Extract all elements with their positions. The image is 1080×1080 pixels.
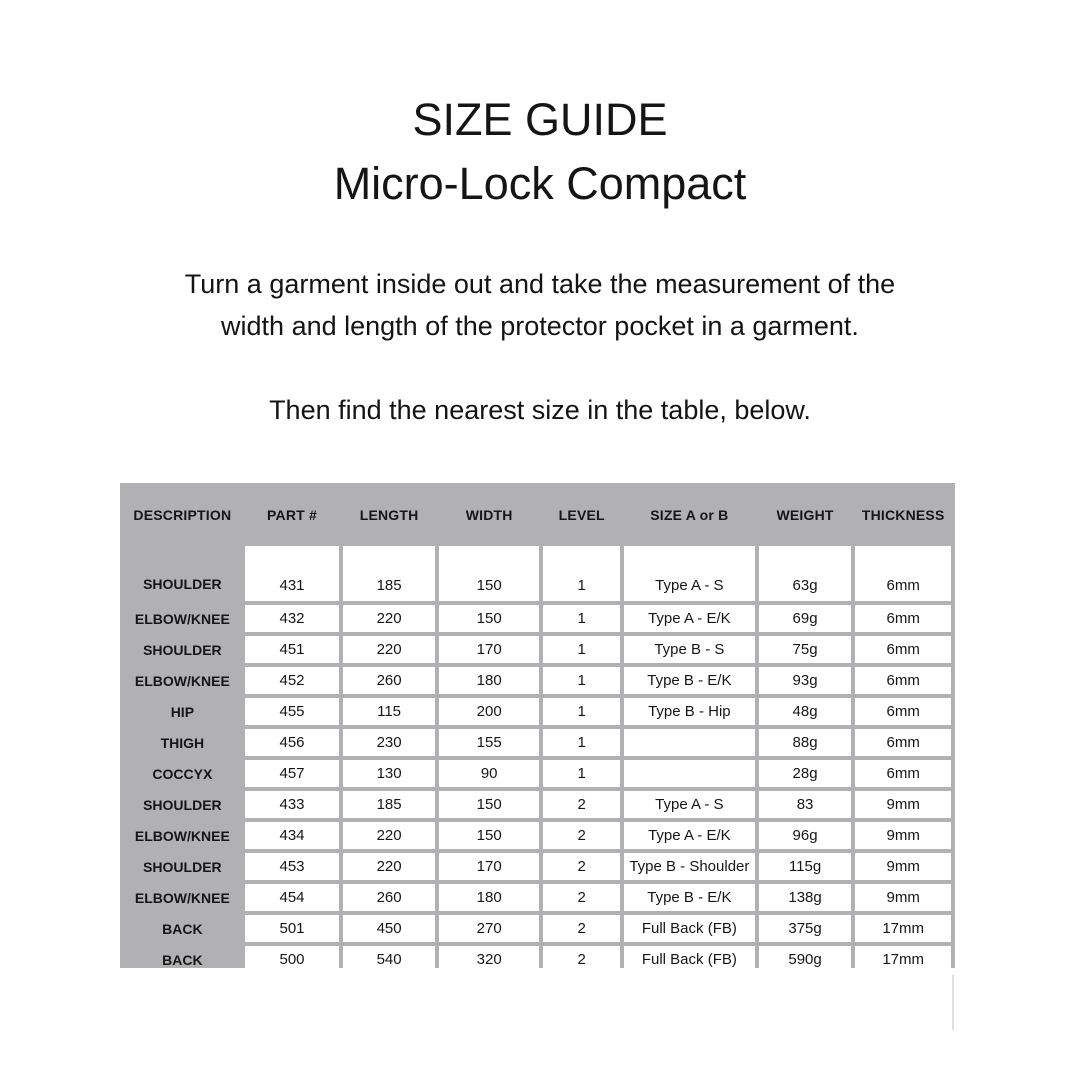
cell-width: 320 (439, 946, 540, 973)
cell-width: 150 (439, 822, 540, 849)
instruction-find-size: Then find the nearest size in the table, below. (269, 395, 811, 425)
table-row (124, 822, 951, 849)
cell-length: 260 (343, 667, 435, 694)
table-row (124, 915, 951, 942)
column-header-level: LEVEL (558, 506, 605, 523)
table-row (124, 946, 951, 973)
cell-width: 150 (439, 605, 540, 632)
cell-part: 501 (245, 915, 340, 942)
table-row (124, 884, 951, 911)
cell-weight: 93g (759, 667, 852, 694)
cell-level: 1 (543, 605, 619, 632)
table-header-row (124, 487, 951, 542)
cell-length: 220 (343, 853, 435, 880)
cell-thickness: 6mm (855, 729, 951, 756)
cell-length: 115 (343, 698, 435, 725)
cell-weight: 115g (759, 853, 852, 880)
cell-size: Type B - Hip (624, 698, 755, 725)
cell-length: 220 (343, 636, 435, 663)
table-row (124, 791, 951, 818)
table-row (124, 546, 951, 601)
cell-width: 180 (439, 667, 540, 694)
faint-divider-line (952, 975, 954, 1030)
instruction-measure-line-2: width and length of the protector pocket in a garment. (221, 311, 859, 341)
cell-weight: 88g (759, 729, 852, 756)
cell-weight: 590g (759, 946, 852, 973)
cell-part: 455 (245, 698, 340, 725)
cell-length: 185 (343, 546, 435, 601)
cell-weight: 69g (759, 605, 852, 632)
cell-level: 2 (543, 791, 619, 818)
cell-description: SHOULDER (143, 641, 222, 658)
cell-length: 220 (343, 605, 435, 632)
cell-length: 185 (343, 791, 435, 818)
cell-size: Type B - E/K (624, 884, 755, 911)
cell-size: Full Back (FB) (624, 946, 755, 973)
cell-length: 130 (343, 760, 435, 787)
cell-thickness: 9mm (855, 884, 951, 911)
cell-part: 432 (245, 605, 340, 632)
cell-description: ELBOW/KNEE (134, 610, 230, 627)
cell-weight: 63g (759, 546, 852, 601)
cell-thickness: 6mm (855, 760, 951, 787)
cell-thickness: 9mm (855, 822, 951, 849)
cell-thickness: 9mm (855, 791, 951, 818)
cell-length: 260 (343, 884, 435, 911)
instruction-measure (0, 263, 1080, 347)
cell-size: Type A - S (624, 546, 755, 601)
cell-weight: 75g (759, 636, 852, 663)
cell-part: 456 (245, 729, 340, 756)
cell-size: Type A - E/K (624, 822, 755, 849)
cell-part: 451 (245, 636, 340, 663)
cell-weight: 28g (759, 760, 852, 787)
instruction-measure-line-1: Turn a garment inside out and take the measurement of the (184, 269, 896, 299)
cell-level: 2 (543, 946, 619, 973)
table-row (124, 605, 951, 632)
page-title-line-1: SIZE GUIDE (412, 94, 668, 145)
cell-level: 2 (543, 853, 619, 880)
cell-part: 453 (245, 853, 340, 880)
cell-level: 1 (543, 760, 619, 787)
cell-part: 457 (245, 760, 340, 787)
cell-description: SHOULDER (143, 576, 222, 592)
cell-width: 180 (439, 884, 540, 911)
cell-description: SHOULDER (143, 858, 222, 875)
cell-level: 2 (543, 884, 619, 911)
cell-size (624, 760, 755, 787)
cell-size: Type B - Shoulder (624, 853, 755, 880)
cell-level: 1 (543, 698, 619, 725)
cell-description: COCCYX (152, 765, 213, 782)
cell-size: Full Back (FB) (624, 915, 755, 942)
cell-size: Type A - S (624, 791, 755, 818)
cell-thickness: 17mm (855, 915, 951, 942)
cell-size: Type A - E/K (624, 605, 755, 632)
table-row (124, 729, 951, 756)
cell-part: 500 (245, 946, 340, 973)
cell-thickness: 6mm (855, 546, 951, 601)
column-header-size: SIZE A or B (650, 506, 729, 523)
cell-thickness: 6mm (855, 605, 951, 632)
cell-width: 270 (439, 915, 540, 942)
cell-size: Type B - E/K (624, 667, 755, 694)
cell-width: 200 (439, 698, 540, 725)
cell-description: ELBOW/KNEE (134, 672, 230, 689)
cell-thickness: 17mm (855, 946, 951, 973)
cell-size: Type B - S (624, 636, 755, 663)
cell-description: ELBOW/KNEE (134, 827, 230, 844)
cell-width: 150 (439, 791, 540, 818)
table-row (124, 636, 951, 663)
table-row (124, 667, 951, 694)
cell-length: 220 (343, 822, 435, 849)
cell-level: 1 (543, 667, 619, 694)
cell-level: 2 (543, 822, 619, 849)
column-header-thickness: THICKNESS (861, 506, 945, 523)
cell-weight: 138g (759, 884, 852, 911)
cell-length: 540 (343, 946, 435, 973)
cell-level: 2 (543, 915, 619, 942)
table-row (124, 853, 951, 880)
cell-thickness: 6mm (855, 636, 951, 663)
cell-width: 90 (439, 760, 540, 787)
cell-thickness: 9mm (855, 853, 951, 880)
cell-description: THIGH (160, 734, 205, 751)
cell-part: 454 (245, 884, 340, 911)
cell-width: 155 (439, 729, 540, 756)
cell-description: BACK (162, 951, 203, 968)
column-header-weight: WEIGHT (776, 506, 834, 523)
size-table-grid (120, 483, 955, 977)
cell-width: 170 (439, 853, 540, 880)
cell-width: 150 (439, 546, 540, 601)
cell-length: 230 (343, 729, 435, 756)
cell-description: SHOULDER (143, 796, 222, 813)
cell-width: 170 (439, 636, 540, 663)
cell-description: ELBOW/KNEE (134, 889, 230, 906)
cell-level: 1 (543, 729, 619, 756)
cell-thickness: 6mm (855, 667, 951, 694)
cell-length: 450 (343, 915, 435, 942)
cell-part: 431 (245, 546, 340, 601)
cell-part: 433 (245, 791, 340, 818)
table-row (124, 760, 951, 787)
cell-weight: 48g (759, 698, 852, 725)
cell-level: 1 (543, 546, 619, 601)
page-title (0, 88, 1080, 216)
column-header-length: LENGTH (359, 506, 419, 523)
table-row (124, 698, 951, 725)
cell-part: 452 (245, 667, 340, 694)
cell-weight: 96g (759, 822, 852, 849)
cell-size (624, 729, 755, 756)
page-title-line-2: Micro-Lock Compact (333, 158, 747, 209)
cell-weight: 375g (759, 915, 852, 942)
cell-part: 434 (245, 822, 340, 849)
cell-level: 1 (543, 636, 619, 663)
cell-thickness: 6mm (855, 698, 951, 725)
cell-description: BACK (162, 920, 203, 937)
column-header-width: WIDTH (465, 506, 513, 523)
column-header-part: PART # (267, 506, 317, 523)
column-header-description: DESCRIPTION (133, 506, 232, 523)
cell-weight: 83 (759, 791, 852, 818)
size-table (120, 483, 955, 968)
cell-description: HIP (170, 703, 195, 720)
